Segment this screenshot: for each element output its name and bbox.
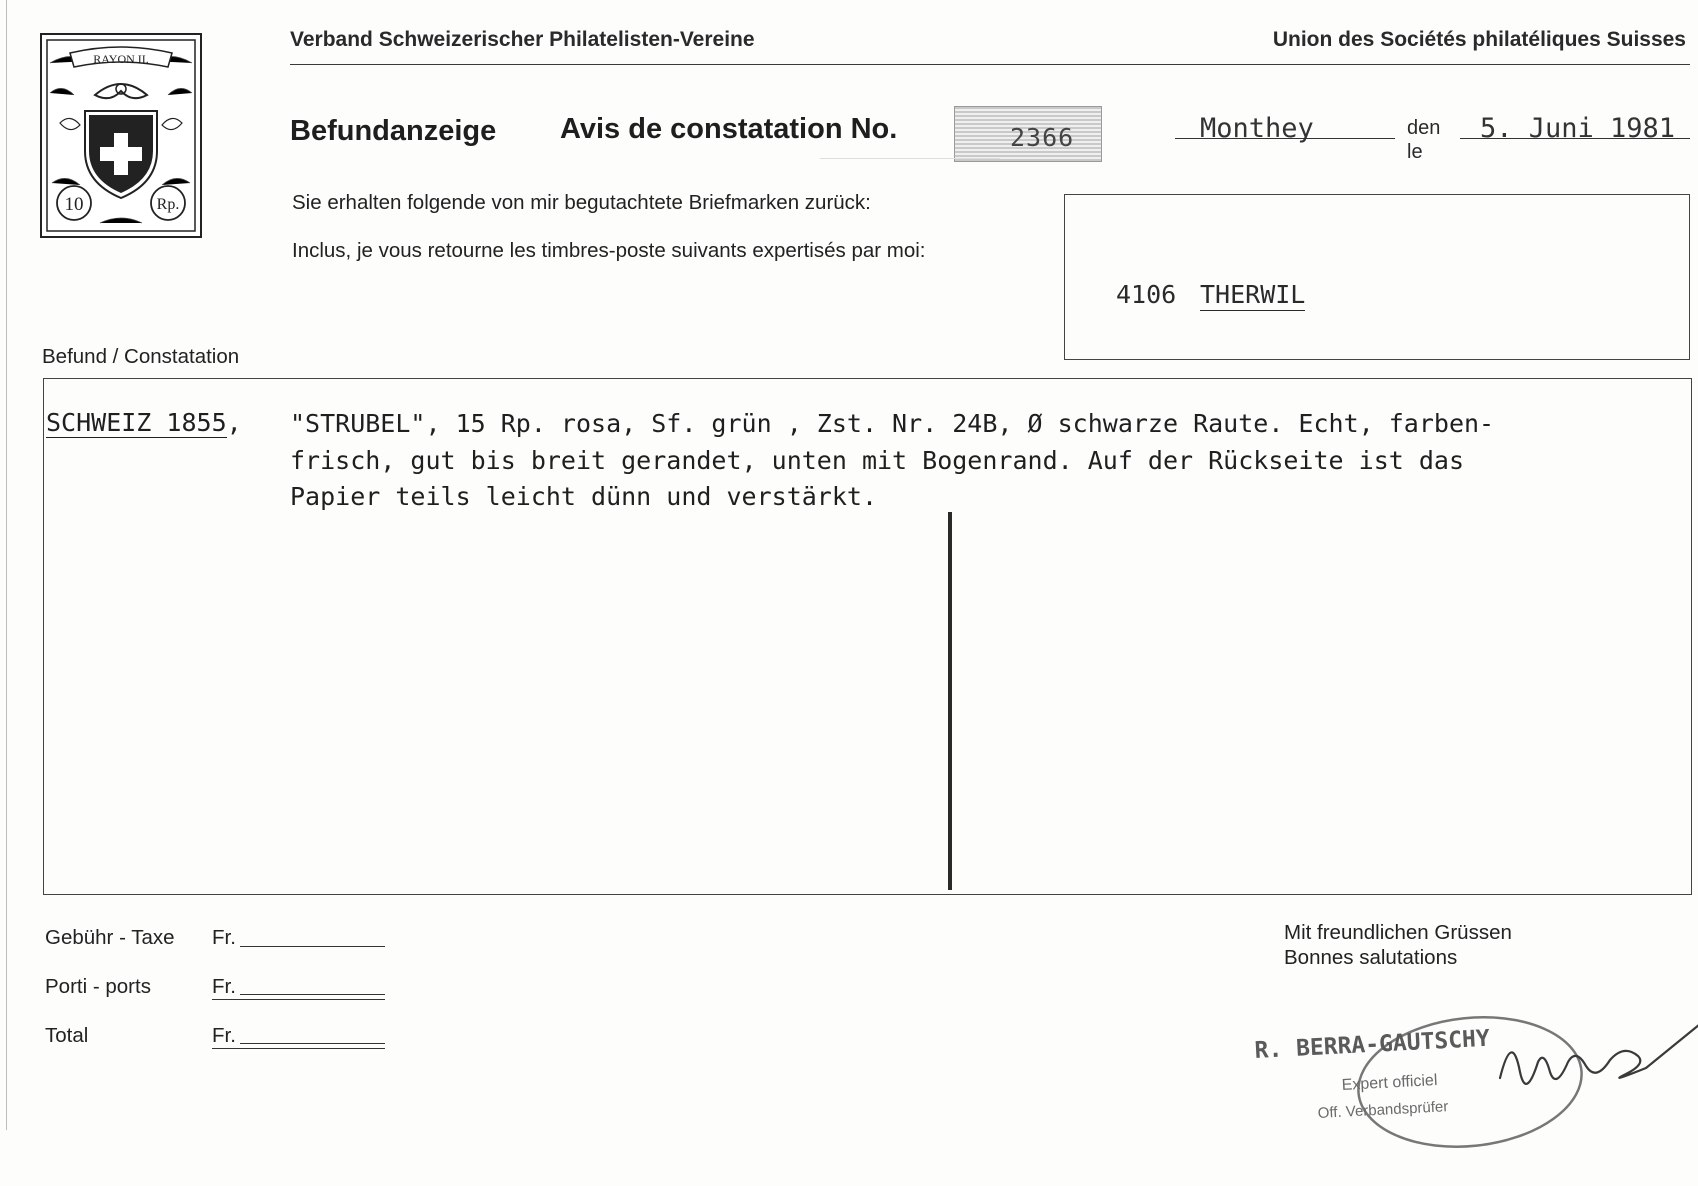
- title-de: Befundanzeige: [290, 115, 497, 147]
- fee-total-currency: Fr.: [212, 1024, 236, 1047]
- le-label: le: [1407, 141, 1423, 163]
- fee-total-double-line: [212, 1048, 385, 1049]
- title-fr: Avis de constatation No.: [560, 113, 898, 145]
- date-underline: [1460, 138, 1690, 139]
- stamp-name: R. BERRA-GAUTSCHY: [1253, 1025, 1491, 1064]
- stamp-line-2: Off. Verbandsprüfer: [1317, 1098, 1449, 1122]
- fee-total-line: [240, 1043, 385, 1044]
- org-name-fr: Union des Sociétés philatéliques Suisses: [1272, 28, 1686, 51]
- intro-text-fr: Inclus, je vous retourne les timbres-poste suivants expertisés par moi:: [292, 239, 926, 262]
- emblem-value-right: Rp.: [156, 196, 180, 213]
- stamp-line-1: Expert officiel: [1341, 1072, 1438, 1094]
- finding-text: [290, 406, 1494, 516]
- finding-line-2: frisch, gut bis breit gerandet, unten mit Bogenrand. Auf der Rückseite ist das: [290, 445, 1464, 475]
- finding-line-3: Papier teils leicht dünn und verstärkt.: [290, 482, 877, 511]
- pen-strike-line: [948, 512, 952, 890]
- den-label: den: [1407, 117, 1441, 139]
- header-rule: [290, 64, 1690, 65]
- address-zip: 4106: [1116, 280, 1177, 309]
- befund-label: Befund / Constatation: [42, 345, 240, 368]
- closing-fr: Bonnes salutations: [1284, 946, 1458, 969]
- fee-porti-currency: Fr.: [212, 975, 236, 998]
- page-edge: [6, 0, 7, 1130]
- intro-text-de: Sie erhalten folgende von mir begutachtete Briefmarken zurück:: [292, 191, 871, 214]
- finding-country-year-text: SCHWEIZ 1855: [46, 408, 227, 437]
- emblem-value-left: 10: [64, 194, 84, 215]
- org-name-de: Verband Schweizerischer Philatelisten-Vereine: [290, 28, 755, 51]
- fee-porti-label: Porti - ports: [45, 975, 151, 998]
- date-value: 5. Juni 1981: [1480, 113, 1676, 144]
- place-value: Monthey: [1200, 113, 1314, 144]
- fee-gebuehr-line: [240, 946, 385, 947]
- finding-line-1: "STRUBEL", 15 Rp. rosa, Sf. grün , Zst. Nr. 24B, Ø schwarze Raute. Echt, farben-: [290, 409, 1495, 438]
- fee-porti-double-line: [212, 999, 385, 1000]
- certificate-number: 2366: [1010, 123, 1075, 152]
- emblem-banner-text: RAYON II.: [93, 52, 149, 66]
- signature-stroke: [1500, 1020, 1698, 1084]
- closing-de: Mit freundlichen Grüssen: [1284, 921, 1512, 944]
- fee-gebuehr-currency: Fr.: [212, 926, 236, 949]
- bleed-through-text: [820, 158, 1000, 173]
- fee-porti-line: [240, 994, 385, 995]
- finding-country-year: SCHWEIZ 1855,: [46, 408, 242, 437]
- address-city: THERWIL: [1200, 280, 1306, 309]
- address-box: [1064, 194, 1690, 360]
- fee-gebuehr-label: Gebühr - Taxe: [45, 926, 175, 949]
- expert-stamp-signature: [1250, 1000, 1698, 1160]
- place-underline: [1175, 138, 1395, 139]
- swiss-stamp-emblem-icon: [40, 33, 202, 238]
- fee-total-label: Total: [45, 1024, 89, 1047]
